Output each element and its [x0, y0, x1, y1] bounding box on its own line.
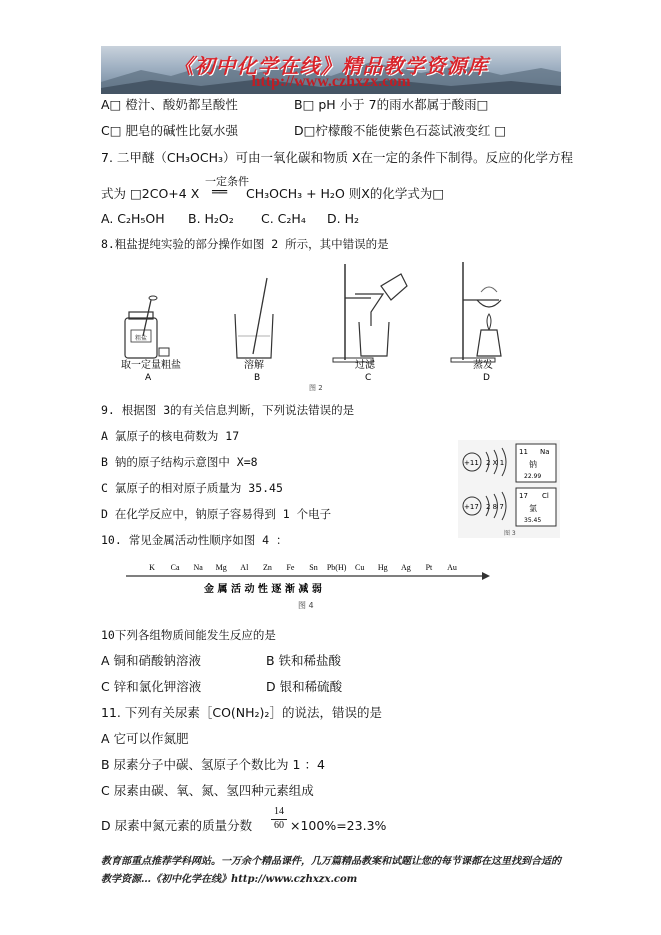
q7-stem: 7. 二甲醚（CH₃OCH₃）可由一氧化碳和物质 X在一定的条件下制得。反应的化学方程 — [101, 150, 574, 165]
evaporation-setup-icon — [451, 262, 501, 362]
q11-option-d-result: ×100%=23.3% — [290, 818, 387, 833]
metal-symbol: Mg — [215, 563, 227, 572]
fig2-label-d: 蒸发 — [473, 360, 493, 371]
q10-option-c: C 锌和氯化钾溶液 — [101, 679, 202, 694]
metal-symbol: Pb(H) — [326, 563, 347, 572]
q9-option-d: D 在化学反应中，钠原子容易得到 1 个电子 — [101, 507, 332, 521]
q11-option-a: A 它可以作氮肥 — [101, 731, 189, 746]
q6-option-c: C□ 肥皂的碱性比氨水强 — [101, 123, 239, 138]
cl-shells: 2 8 7 — [486, 503, 504, 511]
q7-option-c: C. C₂H₄ — [261, 211, 306, 226]
fig2-letter-d: D — [483, 373, 490, 383]
na-shells: 2 X 1 — [486, 459, 505, 467]
q9-stem: 9. 根据图 3的有关信息判断，下列说法错误的是 — [101, 403, 355, 417]
cl-atomic-number: 17 — [519, 492, 528, 500]
metal-symbol: Au — [447, 563, 457, 572]
q11-option-d: D 尿素中氮元素的质量分数 — [101, 818, 253, 833]
metal-symbol: Zn — [262, 563, 272, 572]
na-mass: 22.99 — [524, 473, 542, 480]
fig4-caption: 图 4 — [298, 601, 314, 610]
fig2-letter-b: B — [254, 373, 261, 383]
filtration-setup-icon — [333, 264, 407, 362]
q6-option-b: B□ pH 小于 7的雨水都属于酸雨□ — [294, 97, 489, 112]
q7-option-a: A. C₂H₅OH — [101, 211, 165, 226]
metal-symbol: Al — [240, 563, 249, 572]
fig2-label-c: 过滤 — [355, 360, 375, 371]
metal-symbol: Ag — [400, 563, 411, 572]
beaker-stirring-icon — [235, 278, 273, 358]
q6-option-a: A□ 橙汁、酸奶都呈酸性 — [101, 97, 238, 112]
q10-question: 10下列各组物质间能发生反应的是 — [101, 628, 276, 642]
q7-option-d: D. H₂ — [327, 211, 359, 226]
cl-mass: 35.45 — [524, 517, 542, 524]
metal-symbol: K — [149, 563, 155, 572]
cl-name: 氯 — [529, 504, 537, 513]
q7-equation-right: CH₃OCH₃ + H₂O 则X的化学式为□ — [246, 186, 445, 201]
activity-trend-label: 金 属 活 动 性 逐 渐 减 弱 — [204, 584, 322, 595]
q9-option-c: C 氯原子的相对原子质量为 35.45 — [101, 481, 283, 495]
q11-option-c: C 尿素由碳、氧、氮、氢四种元素组成 — [101, 783, 314, 798]
banner-url[interactable]: http://www.czhxzx.com — [251, 73, 411, 90]
q9-option-a: A 氯原子的核电荷数为 17 — [101, 429, 240, 443]
q9-option-b: B 钠的原子结构示意图中 X=8 — [101, 455, 258, 469]
na-name: 钠 — [529, 460, 537, 469]
metal-symbol: Fe — [286, 563, 295, 572]
cl-nucleus: +17 — [464, 503, 479, 511]
fig2-letter-c: C — [365, 373, 372, 383]
q10-stem: 10. 常见金属活动性顺序如图 4 ： — [101, 533, 288, 547]
fig2-label-b: 溶解 — [244, 360, 264, 371]
metal-symbol: Cu — [355, 563, 365, 572]
fig2-label-a: 取一定量粗盐 — [121, 360, 181, 371]
figure-3-atom-structures — [458, 440, 560, 538]
site-banner — [101, 46, 561, 94]
q8-stem: 8.粗盐提纯实验的部分操作如图 2 所示，其中错误的是 — [101, 237, 389, 251]
metal-series — [149, 563, 457, 572]
footer-line-1: 教育部重点推荐学科网站。一万余个精品课件，几万篇精品教案和试题让您的每节课都在这里找到合适的 — [101, 856, 561, 867]
fig2-caption: 图 2 — [309, 384, 323, 392]
metal-symbol: Pt — [425, 563, 433, 572]
fig2-letter-a: A — [145, 373, 152, 383]
footer-line-2[interactable]: 教学资源…《初中化学在线》http://www.czhxzx.com — [101, 874, 358, 885]
q6-option-d: D□柠檬酸不能使紫色石蕊试液变红 □ — [294, 123, 507, 138]
figure-2-lab-operations — [101, 256, 521, 394]
q11-stem: 11. 下列有关尿素［CO(NH₂)₂］的说法，错误的是 — [101, 705, 382, 720]
cl-symbol: Cl — [542, 492, 549, 500]
fraction-denominator: 60 — [274, 820, 284, 831]
na-nucleus: +11 — [464, 459, 479, 467]
q7-condition: 一定条件 — [205, 175, 249, 188]
fraction-numerator: 14 — [274, 806, 284, 817]
q7-equals: ══ — [212, 184, 228, 199]
q7-option-b: B. H₂O₂ — [188, 211, 234, 226]
metal-symbol: Na — [193, 563, 203, 572]
metal-symbol: Ca — [170, 563, 180, 572]
salt-jar-icon — [125, 296, 169, 358]
q11-option-b: B 尿素分子中碳、氢原子个数比为 1 ：4 — [101, 757, 325, 772]
banner-title: 《初中化学在线》精品教学资源库 — [173, 54, 489, 78]
q10-option-a: A 铜和硝酸钠溶液 — [101, 653, 202, 668]
q10-option-d: D 银和稀硫酸 — [266, 679, 343, 694]
q7-equation-left: 式为 □2CO+4 X — [101, 186, 200, 201]
fig3-caption: 图 3 — [504, 530, 516, 537]
metal-symbol: Sn — [309, 563, 318, 572]
na-symbol: Na — [540, 448, 550, 456]
q10-option-b: B 铁和稀盐酸 — [266, 653, 342, 668]
metal-symbol: Hg — [377, 563, 388, 572]
jar-label: 粗盐 — [135, 335, 148, 342]
na-atomic-number: 11 — [519, 448, 528, 456]
figure-4-activity-series — [122, 558, 492, 614]
